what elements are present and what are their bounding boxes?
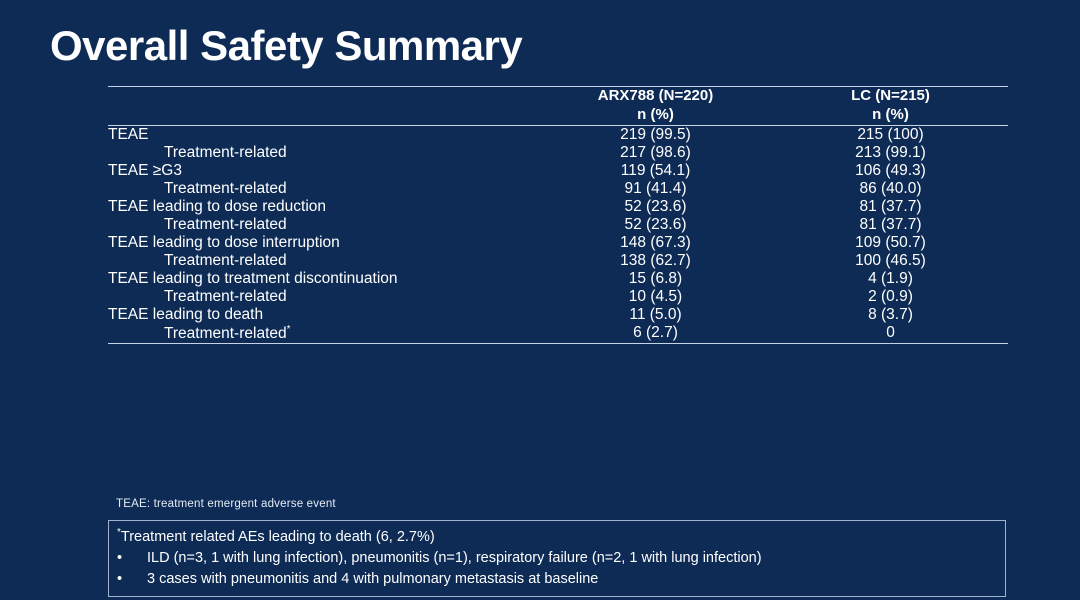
page-title: Overall Safety Summary	[50, 22, 523, 69]
header-lc: LC (N=215)	[851, 87, 930, 104]
table-row	[108, 306, 1008, 324]
row-label: TEAE leading to death	[108, 305, 264, 323]
row-value-arx788: 91 (41.4)	[624, 179, 687, 197]
header-label-col-sub	[108, 106, 538, 125]
table-row	[108, 252, 1008, 270]
safety-table-container	[108, 86, 1008, 344]
row-label-superscript: *	[286, 323, 291, 335]
row-value-lc: 0	[886, 324, 895, 342]
safety-table	[108, 86, 1008, 344]
row-value-lc: 100 (46.5)	[855, 251, 926, 269]
row-value-lc: 2 (0.9)	[868, 287, 913, 305]
row-label: Treatment-related	[164, 215, 287, 233]
abbreviation-note: TEAE: treatment emergent adverse event	[116, 498, 336, 510]
row-value-arx788: 217 (98.6)	[620, 143, 691, 161]
footnote-heading-text: Treatment related AEs leading to death (6, 2.7%)	[120, 528, 435, 545]
table-row	[108, 270, 1008, 288]
footnote-box	[108, 520, 1006, 597]
row-value-arx788: 119 (54.1)	[620, 161, 691, 179]
row-label: Treatment-related	[164, 179, 287, 197]
footnote-heading	[117, 526, 997, 548]
footnote-bullet-1-text: ILD (n=3, 1 with lung infection), pneumonitis (n=1), respiratory failure (n=2, 1 with lung infection)	[147, 549, 762, 566]
row-label: Treatment-related	[164, 143, 287, 161]
footnote-bullet-2-text: 3 cases with pneumonitis and 4 with pulmonary metastasis at baseline	[147, 570, 599, 587]
row-value-lc: 213 (99.1)	[855, 143, 926, 161]
footnote-bullet-2	[117, 569, 997, 590]
row-label-text: Treatment-related	[164, 324, 287, 342]
row-value-lc: 86 (40.0)	[859, 179, 922, 197]
row-value-lc: 215 (100)	[857, 125, 924, 143]
row-value-lc: 81 (37.7)	[859, 197, 922, 215]
row-label: TEAE leading to treatment discontinuation	[108, 269, 398, 287]
row-value-arx788: 11 (5.0)	[629, 305, 682, 323]
row-label: TEAE leading to dose interruption	[108, 233, 340, 251]
row-value-arx788: 6 (2.7)	[633, 324, 678, 342]
row-value-lc: 81 (37.7)	[859, 215, 922, 233]
bullet-marker-icon: •	[117, 570, 123, 587]
table-row	[108, 216, 1008, 234]
row-value-lc: 8 (3.7)	[868, 305, 913, 323]
row-label: Treatment-related	[164, 251, 287, 269]
header-label-col	[108, 87, 538, 106]
row-value-arx788: 10 (4.5)	[628, 287, 683, 305]
header-lc-unit: n (%)	[872, 105, 909, 123]
table-row	[108, 234, 1008, 252]
safety-table-body	[108, 125, 1008, 343]
table-row	[108, 125, 1008, 144]
table-row	[108, 162, 1008, 180]
header-arx788: ARX788 (N=220)	[597, 87, 714, 104]
header-arx788-unit: n (%)	[637, 105, 674, 123]
footnote-heading-superscript: *	[117, 527, 121, 538]
row-label: Treatment-related	[164, 287, 287, 305]
table-header-row-1	[108, 87, 1008, 106]
row-value-arx788: 138 (62.7)	[620, 251, 691, 269]
row-value-lc: 4 (1.9)	[868, 269, 913, 287]
row-value-arx788: 219 (99.5)	[620, 125, 691, 143]
row-value-arx788: 15 (6.8)	[628, 269, 683, 287]
row-value-lc: 109 (50.7)	[855, 233, 926, 251]
table-header-row-2	[108, 106, 1008, 125]
row-label: TEAE leading to dose reduction	[108, 197, 326, 215]
row-value-lc: 106 (49.3)	[855, 161, 926, 179]
table-row	[108, 180, 1008, 198]
row-value-arx788: 148 (67.3)	[620, 233, 691, 251]
table-row	[108, 198, 1008, 216]
row-value-arx788: 52 (23.6)	[624, 215, 687, 233]
table-row	[108, 288, 1008, 306]
row-label: TEAE ≥G3	[108, 161, 182, 179]
row-value-arx788: 52 (23.6)	[624, 197, 687, 215]
bullet-marker-icon: •	[117, 549, 123, 566]
table-row	[108, 144, 1008, 162]
row-label: TEAE	[108, 125, 149, 143]
table-row	[108, 324, 1008, 344]
row-label	[108, 324, 538, 344]
footnote-bullet-1	[117, 548, 997, 569]
